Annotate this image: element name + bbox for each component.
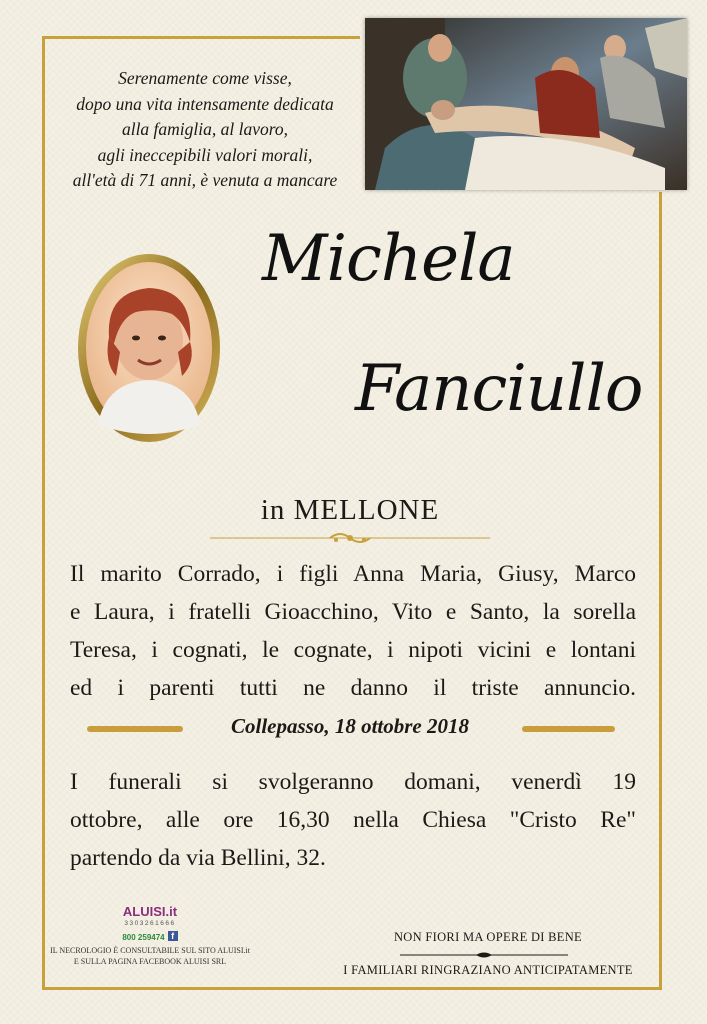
place-date: Collepasso, 18 ottobre 2018 bbox=[230, 714, 469, 738]
intro-text bbox=[50, 66, 360, 194]
deceased-first-name: Michela bbox=[262, 222, 515, 296]
agency-note-1: IL NECROLOGIO È CONSULTABILE SUL SITO ALUISI.it bbox=[50, 946, 250, 955]
funeral-line: ottobre, alle ore 16,30 nella Chiesa "Cristo Re" bbox=[70, 807, 636, 833]
deceased-portrait bbox=[76, 252, 222, 444]
frame-left bbox=[42, 36, 45, 990]
frame-bottom bbox=[42, 987, 662, 990]
frame-top-left bbox=[42, 36, 360, 39]
married-name: in MELLONE bbox=[260, 494, 440, 526]
intro-line: all'età di 71 anni, è venuta a mancare bbox=[72, 170, 338, 190]
footer-divider bbox=[400, 950, 568, 960]
ornament-divider bbox=[210, 528, 490, 548]
deceased-last-name: Fanciullo bbox=[355, 352, 643, 426]
intro-line: dopo una vita intensamente dedicata bbox=[76, 93, 334, 114]
frame-right bbox=[659, 192, 662, 990]
funeral-line: partendo da via Bellini, 32. bbox=[70, 845, 326, 871]
date-bar-left bbox=[87, 726, 183, 732]
footer-thanks: I FAMILIARI RINGRAZIANO ANTICIPATAMENTE bbox=[343, 963, 633, 977]
intro-line: alla famiglia, al lavoro, bbox=[121, 119, 289, 139]
date-bar-right bbox=[522, 726, 615, 732]
footer-flowers-note: NON FIORI MA OPERE DI BENE bbox=[393, 930, 582, 944]
announcement-line: Il marito Corrado, i figli Anna Maria, Giusy, Marco bbox=[70, 561, 636, 587]
agency-logo-text: ALUISI.it bbox=[122, 904, 178, 919]
funeral-line: I funerali si svolgeranno domani, venerdì 19 bbox=[70, 769, 636, 795]
agency-toll-free: 800 259474 bbox=[122, 933, 165, 942]
intro-line: Serenamente come visse, bbox=[118, 68, 292, 88]
agency-note-2: E SULLA PAGINA FACEBOOK ALUISI SRL bbox=[73, 957, 227, 966]
pieta-painting bbox=[365, 18, 687, 190]
agency-phone: 3303261666 bbox=[124, 920, 176, 927]
announcement-line: Teresa, i cognati, le cognate, i nipoti vicini e lontani bbox=[70, 637, 636, 663]
intro-line: agli ineccepibili valori morali, bbox=[97, 144, 313, 165]
announcement-text bbox=[70, 555, 636, 707]
announcement-line: ed i parenti tutti ne danno il triste annuncio. bbox=[70, 675, 636, 701]
facebook-icon: f bbox=[168, 931, 178, 941]
agency-logo bbox=[50, 904, 250, 984]
announcement-line: e Laura, i fratelli Gioacchino, Vito e Santo, la sorella bbox=[70, 599, 636, 625]
funeral-text bbox=[70, 763, 636, 877]
